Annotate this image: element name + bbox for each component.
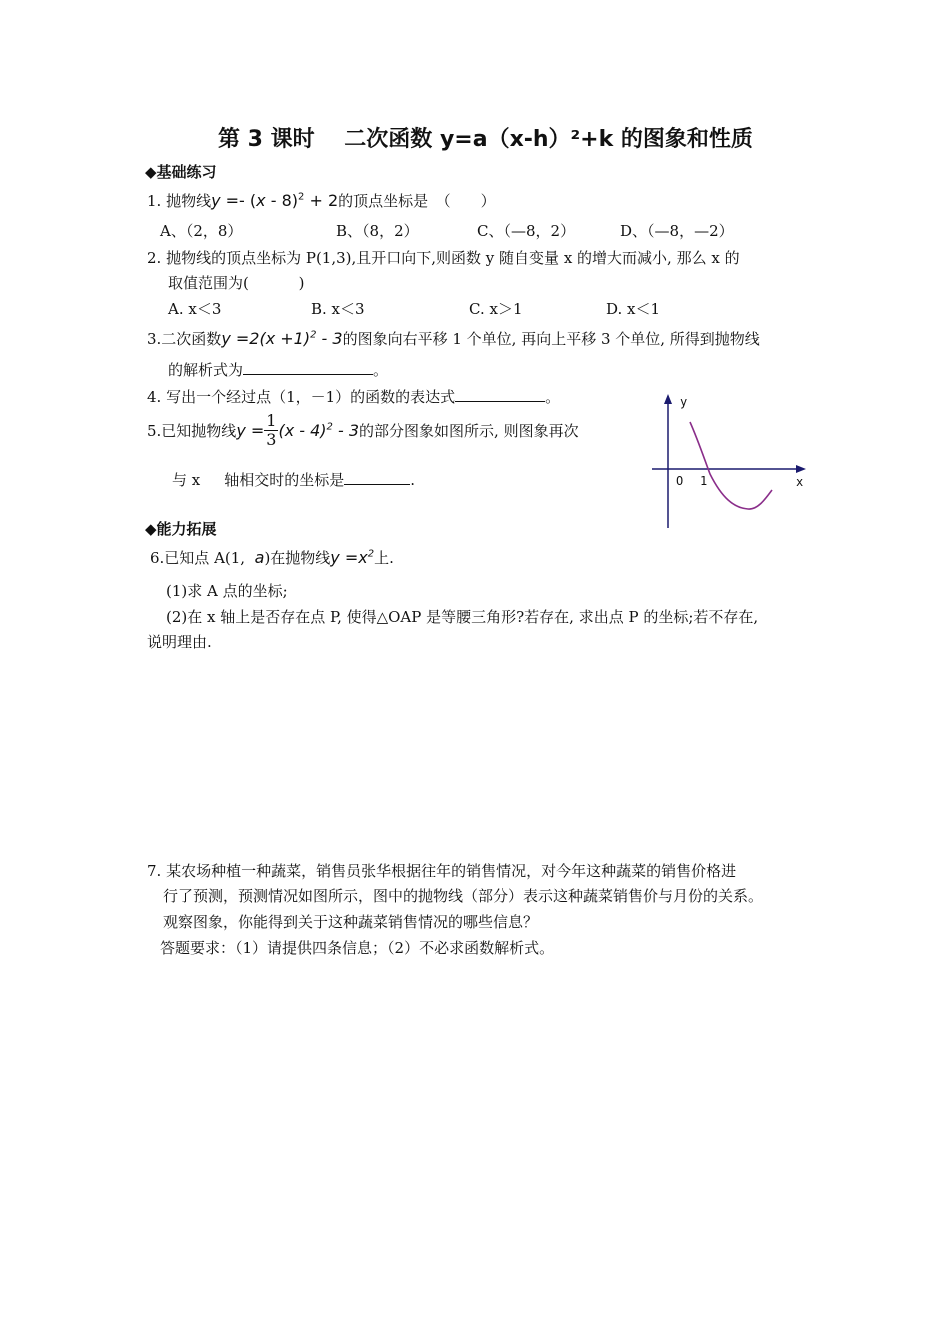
question-6: 6.已知点 A(1, a)在抛物线$y =x^2$上.: [150, 548, 394, 567]
q3-number: 3.二次函数: [147, 330, 222, 348]
q1-formula: y =- (x - 8)$^2$ + 2: [211, 191, 339, 210]
q2-line-1: 2. 抛物线的顶点坐标为 P(1,3),且开口向下,则函数 y 随自变量 x 的增大而减小, 那么 x 的: [147, 249, 740, 267]
q1-option-a: A、（2，8）: [160, 222, 243, 240]
section-basic-heading: ◆基础练习: [145, 163, 217, 181]
q5-formula: y =: [236, 421, 265, 440]
q2-option-b: B. x＜3: [311, 300, 365, 318]
q3-answer-blank[interactable]: [243, 358, 373, 375]
q5-line-2: 与 x 轴相交时的坐标是 .: [172, 468, 415, 490]
x-axis-arrow: [796, 465, 806, 473]
q2-option-d: D. x＜1: [606, 300, 661, 318]
q1-number: 1. 抛物线: [147, 192, 212, 210]
q6-part-2-cont: 说明理由.: [147, 633, 212, 651]
q3-stem-tail: 的图象向右平移 1 个单位, 再向上平移 3 个单位, 所得到抛物线: [342, 330, 760, 348]
q2-option-c: C. x＞1: [469, 300, 523, 318]
q5-fraction: $\frac{1}{3}$: [266, 411, 277, 449]
q7-line-3: 观察图象，你能得到关于这种蔬菜销售情况的哪些信息？: [163, 913, 539, 931]
q7-line-4: 答题要求：（1）请提供四条信息；（2）不必求函数解析式。: [160, 939, 555, 957]
section-extend-heading: ◆能力拓展: [145, 520, 217, 538]
q6-part-1: (1)求 A 点的坐标;: [166, 582, 288, 600]
page-title: 第 3 课时 二次函数 y=a（x-h）²+k 的图象和性质: [218, 127, 753, 152]
q1-option-c: C、（—8，2）: [477, 222, 576, 240]
q4-answer-blank[interactable]: [455, 385, 545, 402]
x-axis-label: x: [796, 475, 804, 489]
q6-part-2: (2)在 x 轴上是否存在点 P, 使得△OAP 是等腰三角形?若存在, 求出点 P 的坐标;若不存在,: [166, 608, 759, 626]
q1-option-d: D、（—8，—2）: [620, 222, 734, 240]
parabola-curve: [690, 422, 772, 509]
question-3: [147, 328, 760, 349]
q2-option-a: A. x＜3: [168, 300, 222, 318]
q3-line-2: 的解析式为 。: [168, 358, 388, 380]
parabola-graph: [648, 392, 814, 534]
q7-line-1: 7. 某农场种植一种蔬菜，销售员张华根据往年的销售情况，对今年这种蔬菜的销售价格进: [147, 862, 737, 880]
y-axis-label: y: [680, 395, 688, 409]
tick-label-1: 1: [700, 474, 708, 488]
q7-line-2: 行了预测，预测情况如图所示，图中的抛物线（部分）表示这种蔬菜销售价与月份的关系。: [163, 887, 764, 905]
origin-label: O: [676, 474, 684, 488]
question-1: [147, 190, 496, 211]
question-4: 4. 写出一个经过点（1，－1）的函数的表达式 。: [147, 385, 560, 407]
q1-stem-tail: 的顶点坐标是 （ ）: [338, 192, 496, 210]
q5-answer-blank[interactable]: [344, 468, 410, 485]
q3-formula: $y =2(x +1)^2 - 3$: [221, 329, 343, 348]
q2-line-2: 取值范围为( ): [168, 274, 305, 292]
q1-option-b: B、（8，2）: [336, 222, 419, 240]
y-axis-arrow: [664, 394, 672, 404]
question-5: 5.已知抛物线y = $\frac{1}{3}$ (x - 4)$^2$ - 3的部分图象如图所示, 则图象再次: [147, 411, 579, 449]
